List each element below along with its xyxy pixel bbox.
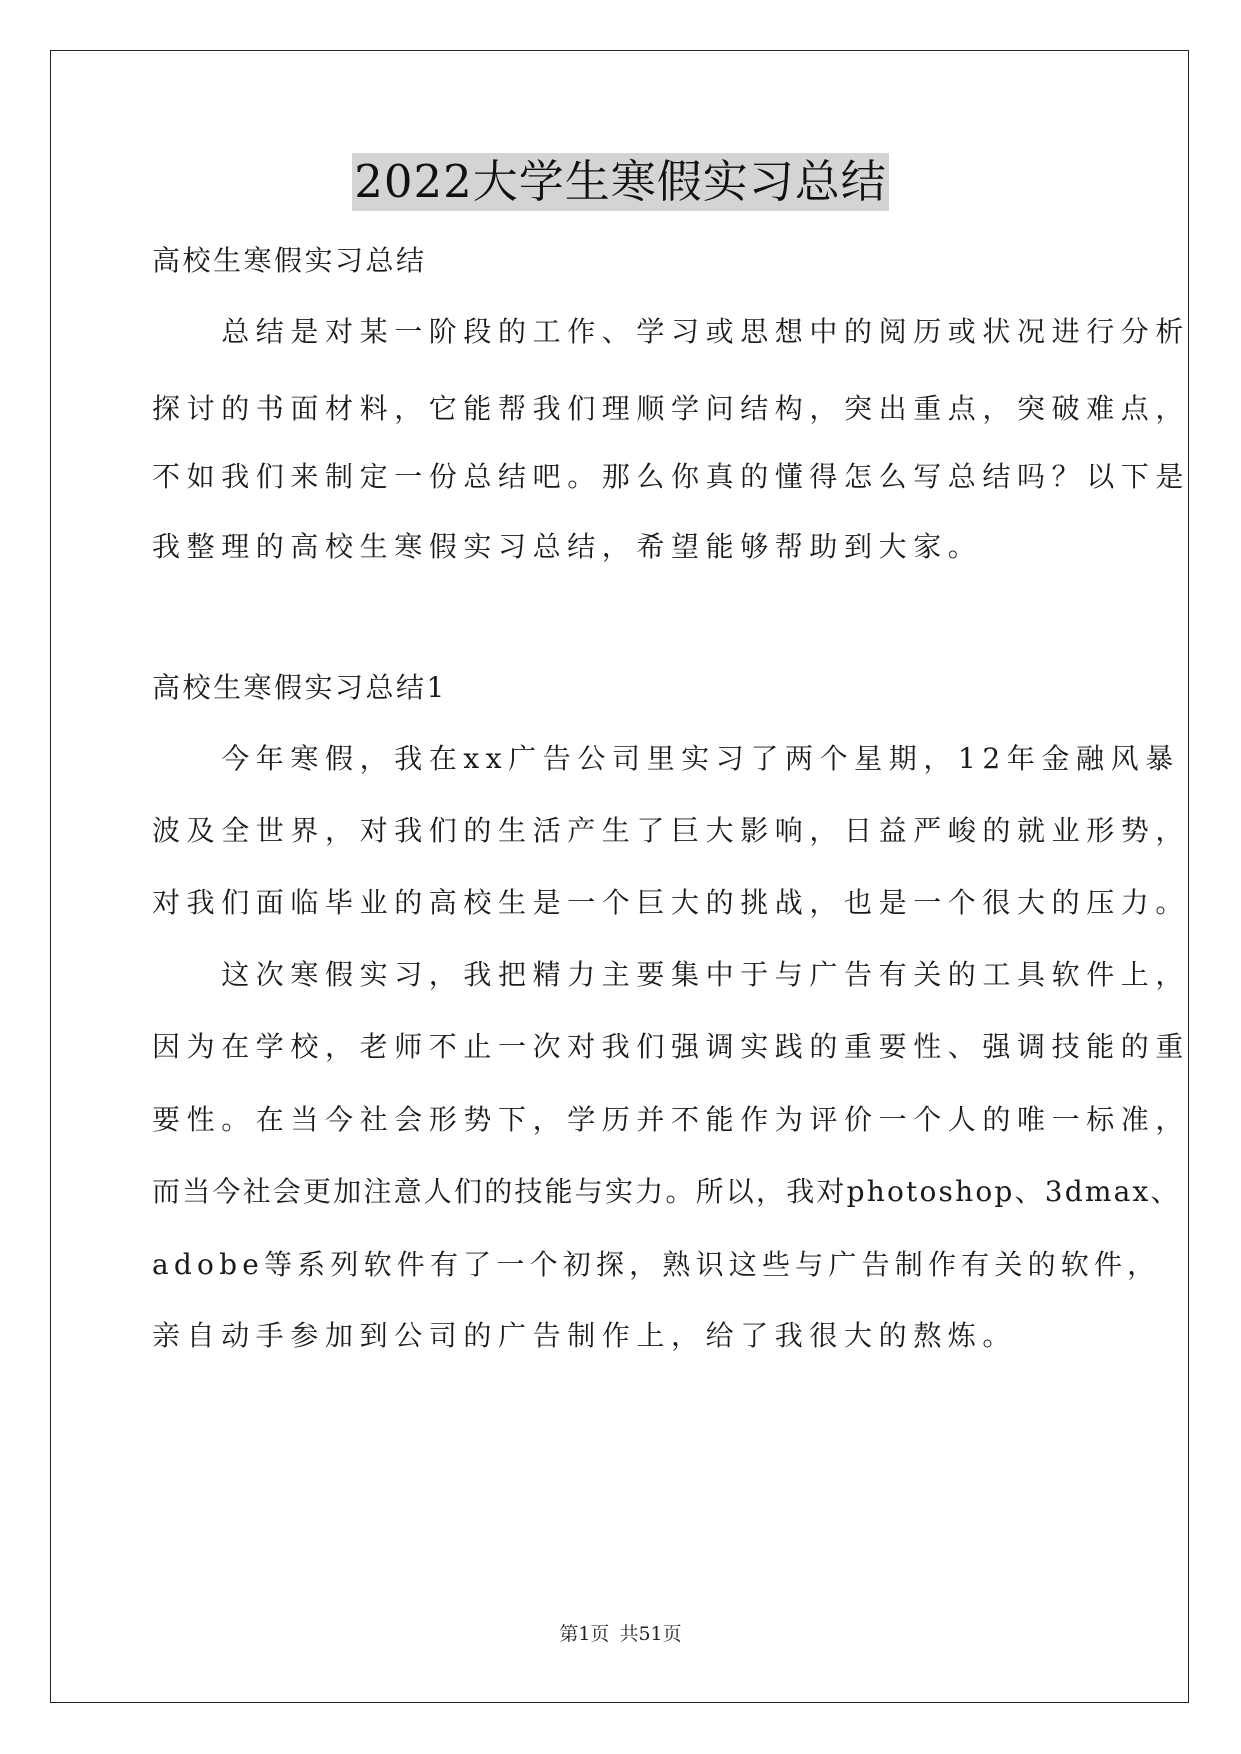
paragraph-line: 对我们面临毕业的高校生是一个巨大的挑战，也是一个很大的压力。 xyxy=(152,886,1191,919)
paragraph-line: 要性。在当今社会形势下，学历并不能作为评价一个人的唯一标准， xyxy=(152,1103,1191,1136)
paragraph-line: 不如我们来制定一份总结吧。那么你真的懂得怎么写总结吗？以下是 xyxy=(152,460,1191,493)
title-container xyxy=(0,153,1241,211)
paragraph-line: 而当今社会更加注意人们的技能与实力。所以，我对photoshop、3dmax、 xyxy=(152,1175,1181,1208)
paragraph-line: adobe等系列软件有了一个初探，熟识这些与广告制作有关的软件， xyxy=(152,1248,1161,1281)
paragraph-line: 今年寒假，我在xx广告公司里实习了两个星期，12年金融风暴 xyxy=(152,742,1180,775)
page-total: 共51页 xyxy=(619,1623,682,1645)
page-footer xyxy=(0,1622,1241,1646)
paragraph-line: 我整理的高校生寒假实习总结，希望能够帮助到大家。 xyxy=(152,530,983,563)
section-heading: 高校生寒假实习总结1 xyxy=(152,671,447,704)
paragraph-line: 探讨的书面材料，它能帮我们理顺学问结构，突出重点，突破难点， xyxy=(152,392,1191,425)
paragraph-line: 因为在学校，老师不止一次对我们强调实践的重要性、强调技能的重 xyxy=(152,1030,1191,1063)
document-title: 2022大学生寒假实习总结 xyxy=(352,153,889,211)
page-number: 第1页 xyxy=(559,1623,610,1645)
section-heading: 高校生寒假实习总结 xyxy=(152,244,427,277)
paragraph-line: 这次寒假实习，我把精力主要集中于与广告有关的工具软件上， xyxy=(152,958,1191,991)
paragraph-line: 亲自动手参加到公司的广告制作上，给了我很大的熬炼。 xyxy=(152,1319,1018,1352)
page-border xyxy=(50,50,1189,1703)
paragraph-line: 波及全世界，对我们的生活产生了巨大影响，日益严峻的就业形势， xyxy=(152,814,1191,847)
paragraph-line: 总结是对某一阶段的工作、学习或思想中的阅历或状况进行分析 xyxy=(152,315,1191,348)
